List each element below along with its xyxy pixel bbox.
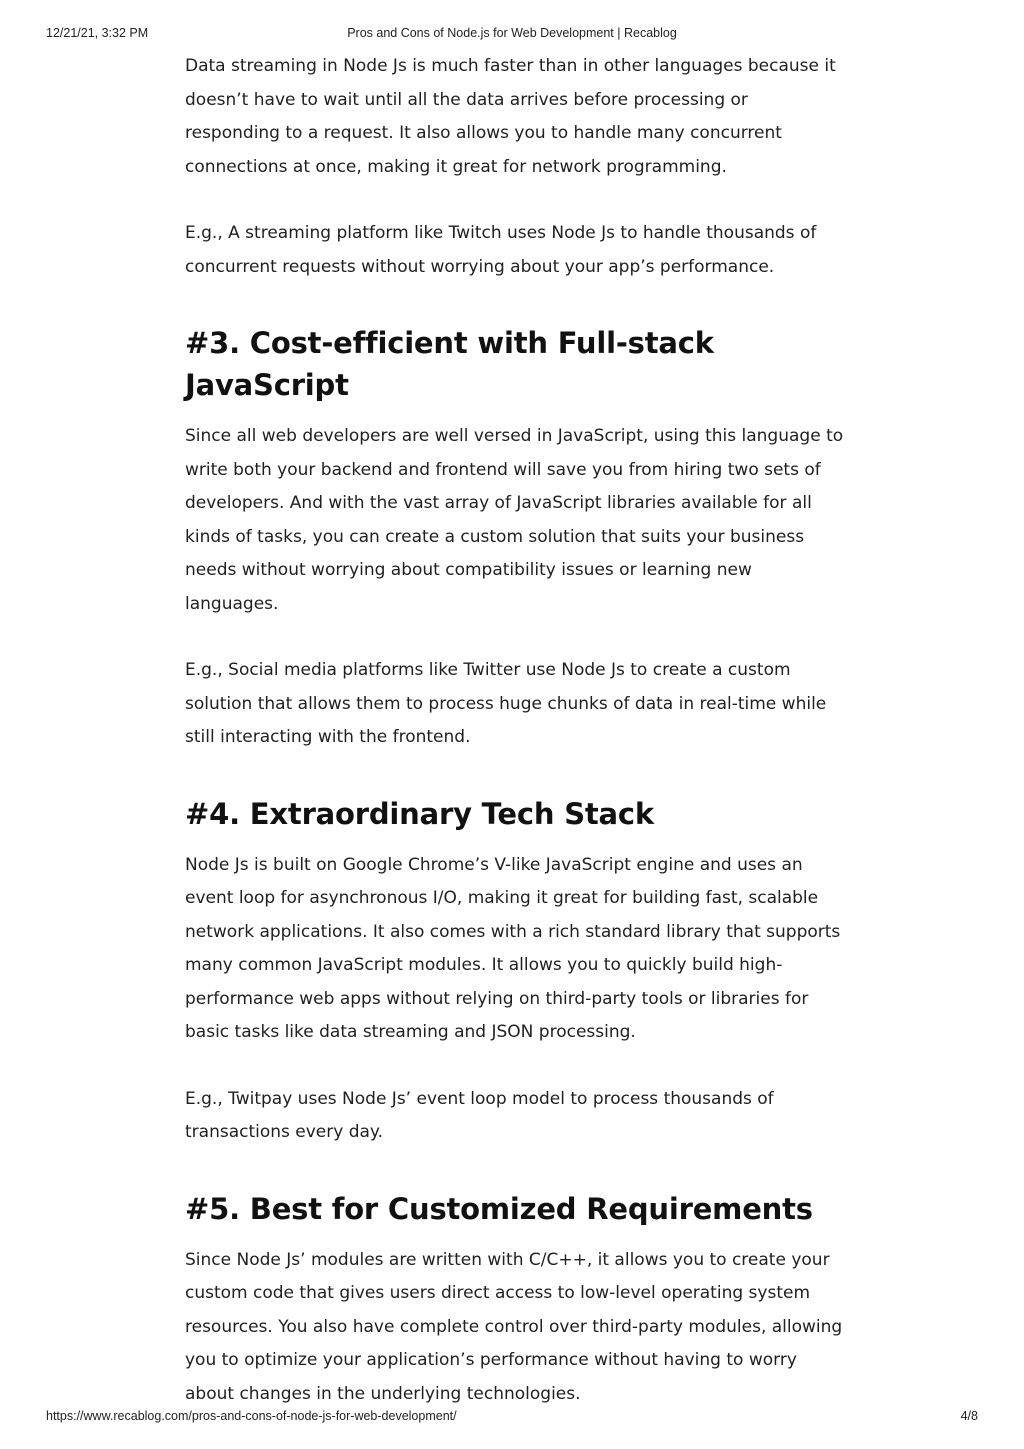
- paragraph-cost-example: E.g., Social media platforms like Twitter use Node Js to create a custom solution that allows them to process huge chunks of data in real-time while still interacting with the frontend.: [185, 660, 827, 747]
- article-body: [185, 50, 845, 1411]
- paragraph-cost-efficient: Since all web developers are well versed in JavaScript, using this language to write both your backend and frontend will save you from hiring two sets of developers. And with the vast array of JavaScript libraries available for all kinds of tasks, you can create a custom solution that suits your business needs without worrying about compatibility issues or learning new languages.: [185, 426, 844, 614]
- print-page-number: 4/8: [960, 1409, 978, 1423]
- paragraph-data-streaming: Data streaming in Node Js is much faster than in other languages because it doesn’t have to wait until all the data arrives before processing or responding to a request. It also allows you to handle many concurrent connections at once, making it great for network programming.: [185, 56, 836, 177]
- paragraph-tech-stack-example: E.g., Twitpay uses Node Js’ event loop model to process thousands of transactions every day.: [185, 1088, 774, 1142]
- paragraph-customized: Since Node Js’ modules are written with C/C++, it allows you to create your custom code that gives users direct access to low-level operating system resources. You also have complete control over third-party modules, allowing you to optimize your application’s performance without having to worry about changes in the underlying technologies.: [185, 1249, 843, 1404]
- print-footer: [0, 1409, 1024, 1425]
- section-heading-customized: #5. Best for Customized Requirements: [185, 1191, 813, 1226]
- print-header: [0, 26, 1024, 42]
- print-page-title: Pros and Cons of Node.js for Web Development | Recablog: [347, 26, 677, 40]
- section-heading-cost-efficient: #3. Cost-efficient with Full-stack JavaScript: [185, 326, 714, 402]
- paragraph-streaming-example: E.g., A streaming platform like Twitch uses Node Js to handle thousands of concurrent requests without worrying about your app’s performance.: [185, 223, 817, 277]
- paragraph-tech-stack: Node Js is built on Google Chrome’s V-like JavaScript engine and uses an event loop for asynchronous I/O, making it great for building fast, scalable network applications. It also comes with a rich standard library that supports many common JavaScript modules. It allows you to quickly build high-performance web apps without relying on third-party tools or libraries for basic tasks like data streaming and JSON processing.: [185, 854, 841, 1042]
- print-url: https://www.recablog.com/pros-and-cons-of-node-js-for-web-development/: [46, 1409, 457, 1423]
- section-heading-tech-stack: #4. Extraordinary Tech Stack: [185, 796, 655, 831]
- print-datetime: 12/21/21, 3:32 PM: [46, 26, 149, 40]
